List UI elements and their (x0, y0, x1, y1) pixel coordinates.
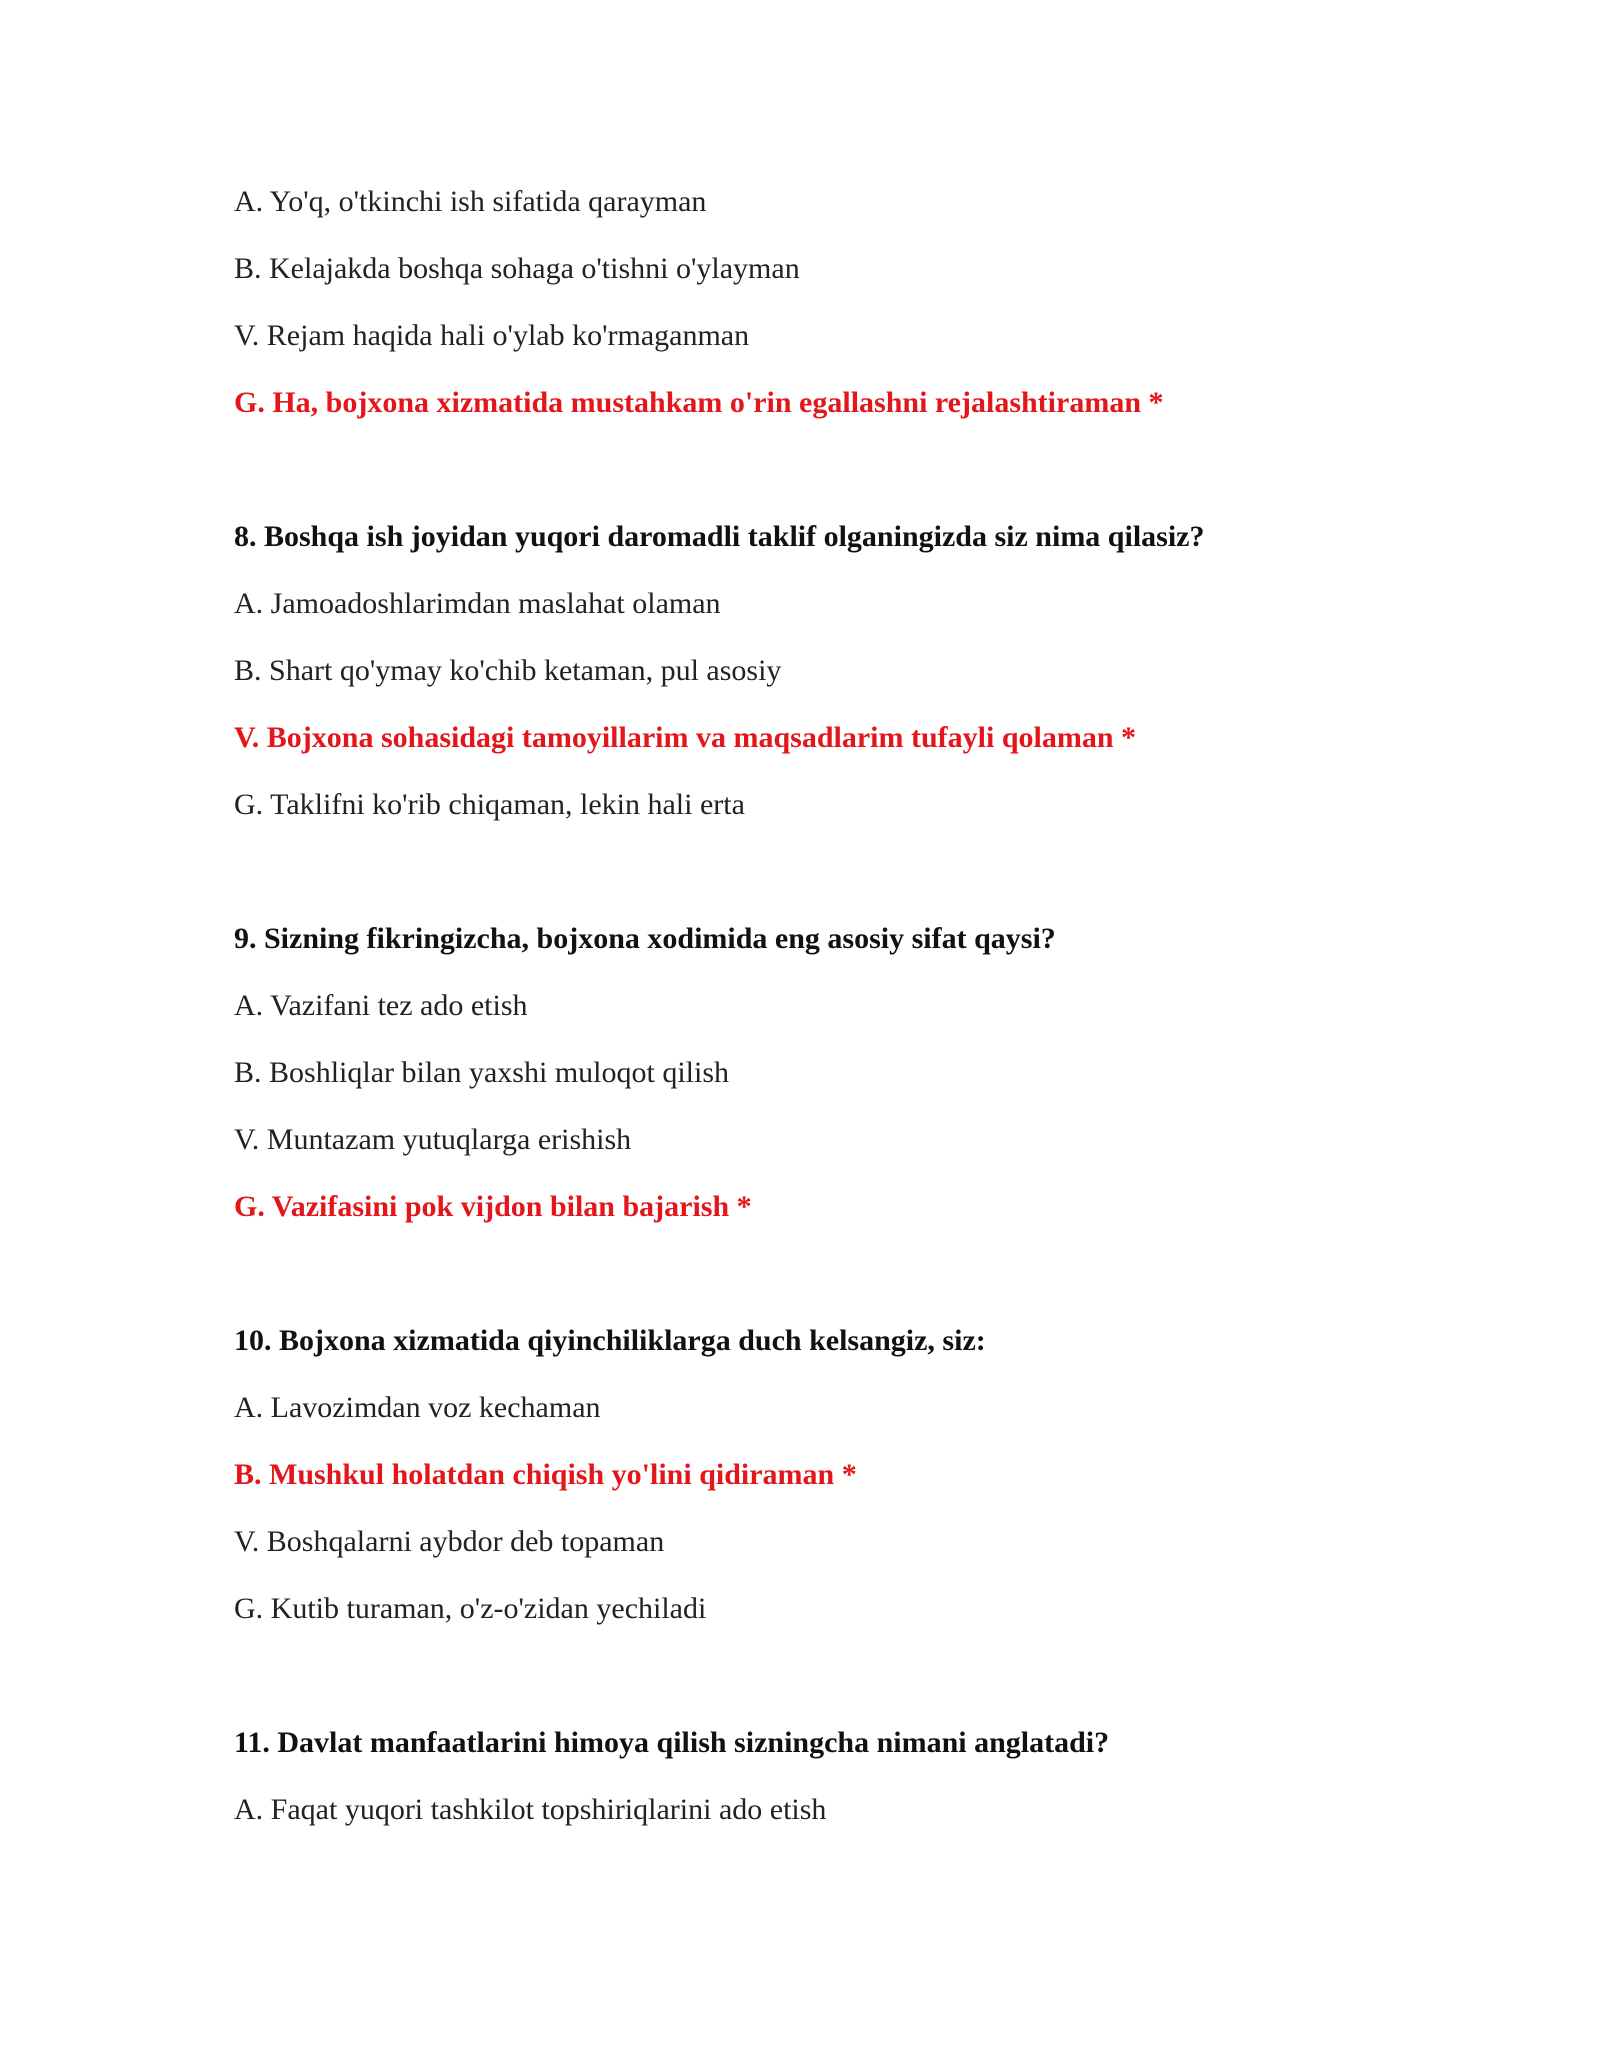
question-block-8 (234, 518, 1414, 824)
quiz-content (234, 183, 1414, 1858)
answer-option: G. Taklifni ko'rib chiqaman, lekin hali erta (234, 788, 745, 821)
block-spacer (234, 1255, 1414, 1322)
answer-option: B. Shart qo'ymay ko'chib ketaman, pul asosiy (234, 654, 782, 687)
question-text: 9. Sizning fikringizcha, bojxona xodimida eng asosiy sifat qaysi? (234, 922, 1056, 955)
correct-answer-option: G. Ha, bojxona xizmatida mustahkam o'rin egallashni rejalashtiraman * (234, 386, 1164, 419)
question-block-9 (234, 920, 1414, 1226)
answer-option: V. Rejam haqida hali o'ylab ko'rmaganman (234, 319, 750, 352)
answer-option: A. Yo'q, o'tkinchi ish sifatida qarayman (234, 185, 707, 218)
question-block-10 (234, 1322, 1414, 1628)
answer-option: A. Lavozimdan voz kechaman (234, 1391, 601, 1424)
question-block-7 (234, 183, 1414, 422)
correct-answer-option: G. Vazifasini pok vijdon bilan bajarish * (234, 1190, 752, 1223)
question-text: 10. Bojxona xizmatida qiyinchiliklarga duch kelsangiz, siz: (234, 1324, 986, 1357)
answer-option: G. Kutib turaman, o'z-o'zidan yechiladi (234, 1592, 707, 1625)
correct-answer-option: V. Bojxona sohasidagi tamoyillarim va maqsadlarim tufayli qolaman * (234, 721, 1137, 754)
block-spacer (234, 451, 1414, 518)
answer-option: A. Faqat yuqori tashkilot topshiriqlarini ado etish (234, 1793, 827, 1826)
correct-answer-option: B. Mushkul holatdan chiqish yo'lini qidiraman * (234, 1458, 857, 1491)
answer-option: V. Muntazam yutuqlarga erishish (234, 1123, 632, 1156)
block-spacer (234, 1657, 1414, 1724)
question-text: 11. Davlat manfaatlarini himoya qilish sizningcha nimani anglatadi? (234, 1726, 1110, 1759)
block-spacer (234, 853, 1414, 920)
answer-option: A. Vazifani tez ado etish (234, 989, 528, 1022)
question-block-11 (234, 1724, 1414, 1829)
answer-option: V. Boshqalarni aybdor deb topaman (234, 1525, 665, 1558)
question-text: 8. Boshqa ish joyidan yuqori daromadli taklif olganingizda siz nima qilasiz? (234, 520, 1205, 553)
answer-option: B. Boshliqlar bilan yaxshi muloqot qilish (234, 1056, 729, 1089)
answer-option: B. Kelajakda boshqa sohaga o'tishni o'ylayman (234, 252, 800, 285)
answer-option: A. Jamoadoshlarimdan maslahat olaman (234, 587, 721, 620)
